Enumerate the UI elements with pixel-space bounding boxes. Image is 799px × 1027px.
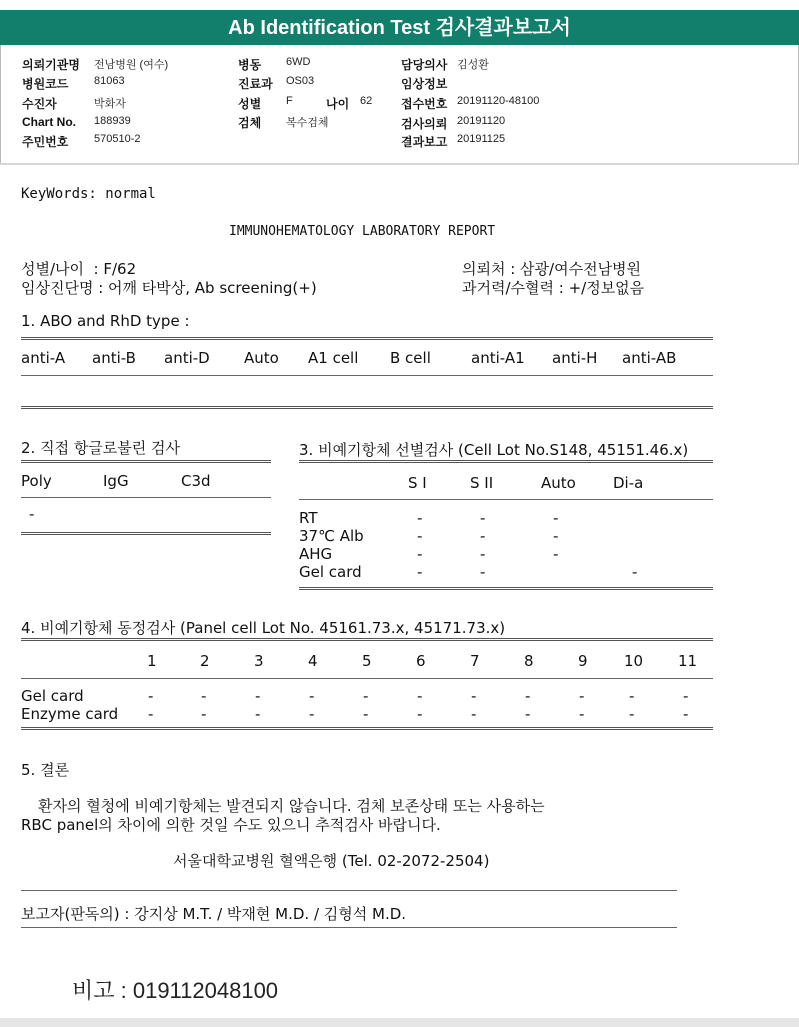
keywords: KeyWords: normal (21, 186, 156, 202)
sec4-header-9: 9 (578, 652, 588, 670)
sec4-header-10: 10 (624, 652, 644, 670)
sec4-cell: - (683, 705, 689, 723)
sec4-header-8: 8 (524, 652, 534, 670)
note-label: 비고 : (72, 978, 133, 1003)
hospital-value: 전남병원 (여수) (94, 59, 169, 71)
sec2-title: 2. 직접 항글로불린 검사 (21, 439, 181, 457)
sec3-header-s1: S I (408, 474, 427, 492)
sec4-header-4: 4 (308, 652, 318, 670)
reporter-rule-bottom (21, 927, 677, 928)
code-value: 81063 (94, 75, 125, 87)
sec4-row-enzyme-label: Enzyme card (21, 705, 119, 723)
specimen-value: 복수검체 (286, 117, 329, 129)
referrer-line: 의뢰처 : 삼광/여수전남병원 (462, 260, 642, 278)
sec4-header-7: 7 (470, 652, 480, 670)
sec4-header-3: 3 (254, 652, 264, 670)
code-label: 병원코드 (22, 77, 69, 91)
sec4-header-11: 11 (678, 652, 698, 670)
sec2-rule-mid (21, 497, 271, 498)
sec4-cell: - (525, 687, 531, 705)
sec4-rule-mid (21, 678, 713, 679)
sec1-header-anti-a1: anti-A1 (471, 349, 525, 367)
sec2-header-poly: Poly (21, 472, 52, 490)
sec1-header-anti-ab: anti-AB (622, 349, 677, 367)
chart-value: 188939 (94, 115, 131, 127)
sec3-row-ahg-s2: - (480, 545, 486, 563)
sec4-cell: - (148, 687, 154, 705)
sec4-row-gel-label: Gel card (21, 687, 84, 705)
sec3-row-rt-s1: - (417, 509, 423, 527)
age-label: 나이 (326, 97, 350, 111)
sec4-cell: - (579, 705, 585, 723)
sec4-title: 4. 비예기항체 동정검사 (Panel cell Lot No. 45161.73.x, 45171.73.x) (21, 619, 506, 637)
receipt-label: 접수번호 (401, 97, 448, 111)
diagnosis-line: 임상진단명 : 어깨 타박상, Ab screening(+) (21, 279, 317, 297)
sec5-line1: 환자의 혈청에 비예기항체는 발견되지 않습니다. 검체 보존상태 또는 사용하는 (38, 797, 545, 815)
header-separator (0, 163, 799, 165)
sec4-cell: - (471, 687, 477, 705)
sec3-row-gel-s2: - (480, 563, 486, 581)
sec3-header-di-a: Di-a (613, 474, 644, 492)
specimen-label: 검체 (238, 116, 262, 130)
sec1-rule-mid (21, 375, 713, 376)
dept-value: OS03 (286, 75, 315, 87)
chart-label: Chart No. (22, 115, 76, 129)
sec4-cell: - (683, 687, 689, 705)
ward-label: 병동 (238, 58, 262, 72)
sec3-rule-bottom (299, 587, 713, 590)
sec1-header-anti-b: anti-B (92, 349, 136, 367)
age-value: 62 (360, 95, 373, 107)
sec1-header-a1-cell: A1 cell (308, 349, 359, 367)
reporter-line: 보고자(판독의) : 강지상 M.T. / 박재현 M.D. / 김형석 M.D. (21, 905, 407, 923)
sec4-cell: - (363, 687, 369, 705)
sec4-cell: - (148, 705, 154, 723)
hospital-label: 의뢰기관명 (22, 58, 80, 72)
sec3-header-auto: Auto (541, 474, 576, 492)
report-title: IMMUNOHEMATOLOGY LABORATORY REPORT (229, 224, 496, 239)
receipt-value: 20191120-48100 (457, 95, 540, 107)
sec4-cell: - (201, 687, 207, 705)
sec1-header-anti-d: anti-D (164, 349, 210, 367)
requested-value: 20191120 (457, 115, 506, 127)
reporter-rule-top (21, 890, 677, 891)
sec4-header-1: 1 (147, 652, 157, 670)
patient-value: 박화자 (94, 98, 126, 110)
sec5-title: 5. 결론 (21, 761, 70, 779)
sec2-rule-top (21, 460, 271, 463)
sec3-row-ahg-auto: - (553, 545, 559, 563)
sec3-row-gel-s1: - (417, 563, 423, 581)
sec4-cell: - (309, 687, 315, 705)
id-value: 570510-2 (94, 133, 141, 145)
sec2-header-igg: IgG (103, 472, 129, 490)
sec4-cell: - (201, 705, 207, 723)
sec4-header-2: 2 (200, 652, 210, 670)
sec4-cell: - (255, 687, 261, 705)
note-line (72, 974, 278, 1005)
sec3-row-ahg-label: AHG (299, 545, 333, 563)
sec2-header-c3d: C3d (181, 472, 211, 490)
sec4-rule-bottom (21, 727, 713, 730)
sec3-row-alb-auto: - (553, 527, 559, 545)
sec4-cell: - (417, 687, 423, 705)
sec3-row-rt-auto: - (553, 509, 559, 527)
dept-label: 진료과 (238, 77, 273, 91)
doctor-label: 담당의사 (401, 58, 448, 72)
history-line: 과거력/수혈력 : +/정보없음 (462, 279, 645, 297)
sec4-header-5: 5 (362, 652, 372, 670)
sec3-row-gel-di-a: - (632, 563, 638, 581)
sec3-row-ahg-s1: - (417, 545, 423, 563)
sec4-cell: - (525, 705, 531, 723)
id-label: 주민번호 (22, 135, 69, 149)
sec4-header-6: 6 (416, 652, 426, 670)
sex-age-line: 성별/나이 : F/62 (21, 260, 137, 278)
sec4-cell: - (629, 687, 635, 705)
sec3-rule-mid (299, 499, 713, 500)
doctor-value: 김성환 (457, 59, 489, 71)
sec4-rule-top (21, 638, 713, 641)
ward-value: 6WD (286, 56, 311, 68)
sec4-cell: - (255, 705, 261, 723)
requested-label: 검사의뢰 (401, 117, 448, 131)
sec3-title: 3. 비예기항체 선별검사 (Cell Lot No.S148, 45151.46.x) (299, 441, 689, 459)
sec2-result: - (29, 505, 35, 523)
reported-label: 결과보고 (401, 135, 448, 149)
sec1-header-anti-a: anti-A (21, 349, 66, 367)
sec4-cell: - (363, 705, 369, 723)
sec4-cell: - (417, 705, 423, 723)
sec1-rule-bottom (21, 406, 713, 409)
clinical-label: 임상정보 (401, 77, 448, 91)
sec3-row-alb-s1: - (417, 527, 423, 545)
sec2-rule-bottom (21, 532, 271, 535)
sec1-header-auto: Auto (244, 349, 279, 367)
sec4-cell: - (309, 705, 315, 723)
sec5-line2: RBC panel의 차이에 의한 것일 수도 있으니 추적검사 바랍니다. (21, 816, 441, 834)
reported-value: 20191125 (457, 133, 506, 145)
sec4-cell: - (579, 687, 585, 705)
patient-label: 수진자 (22, 97, 57, 111)
sec3-row-alb-label: 37℃ Alb (299, 527, 364, 545)
note-value: 019112048100 (132, 978, 279, 1003)
sec4-cell: - (629, 705, 635, 723)
sec3-row-rt-s2: - (480, 509, 486, 527)
sec1-rule-top (21, 337, 713, 340)
sec3-header-s2: S II (470, 474, 494, 492)
sec3-row-alb-s2: - (480, 527, 486, 545)
sec1-title: 1. ABO and RhD type : (21, 312, 190, 330)
sec3-row-gel-label: Gel card (299, 563, 362, 581)
report-banner-title: Ab Identification Test 검사결과보고서 (0, 10, 799, 45)
sex-value: F (286, 95, 293, 107)
sec3-rule-top (299, 460, 713, 463)
blood-bank-line: 서울대학교병원 혈액은행 (Tel. 02-2072-2504) (173, 852, 490, 870)
sec4-cell: - (471, 705, 477, 723)
sec3-row-rt-label: RT (299, 509, 318, 527)
bottom-bar (0, 1018, 799, 1027)
sec1-header-anti-h: anti-H (552, 349, 598, 367)
sec1-header-b-cell: B cell (390, 349, 431, 367)
sex-label: 성별 (238, 97, 262, 111)
